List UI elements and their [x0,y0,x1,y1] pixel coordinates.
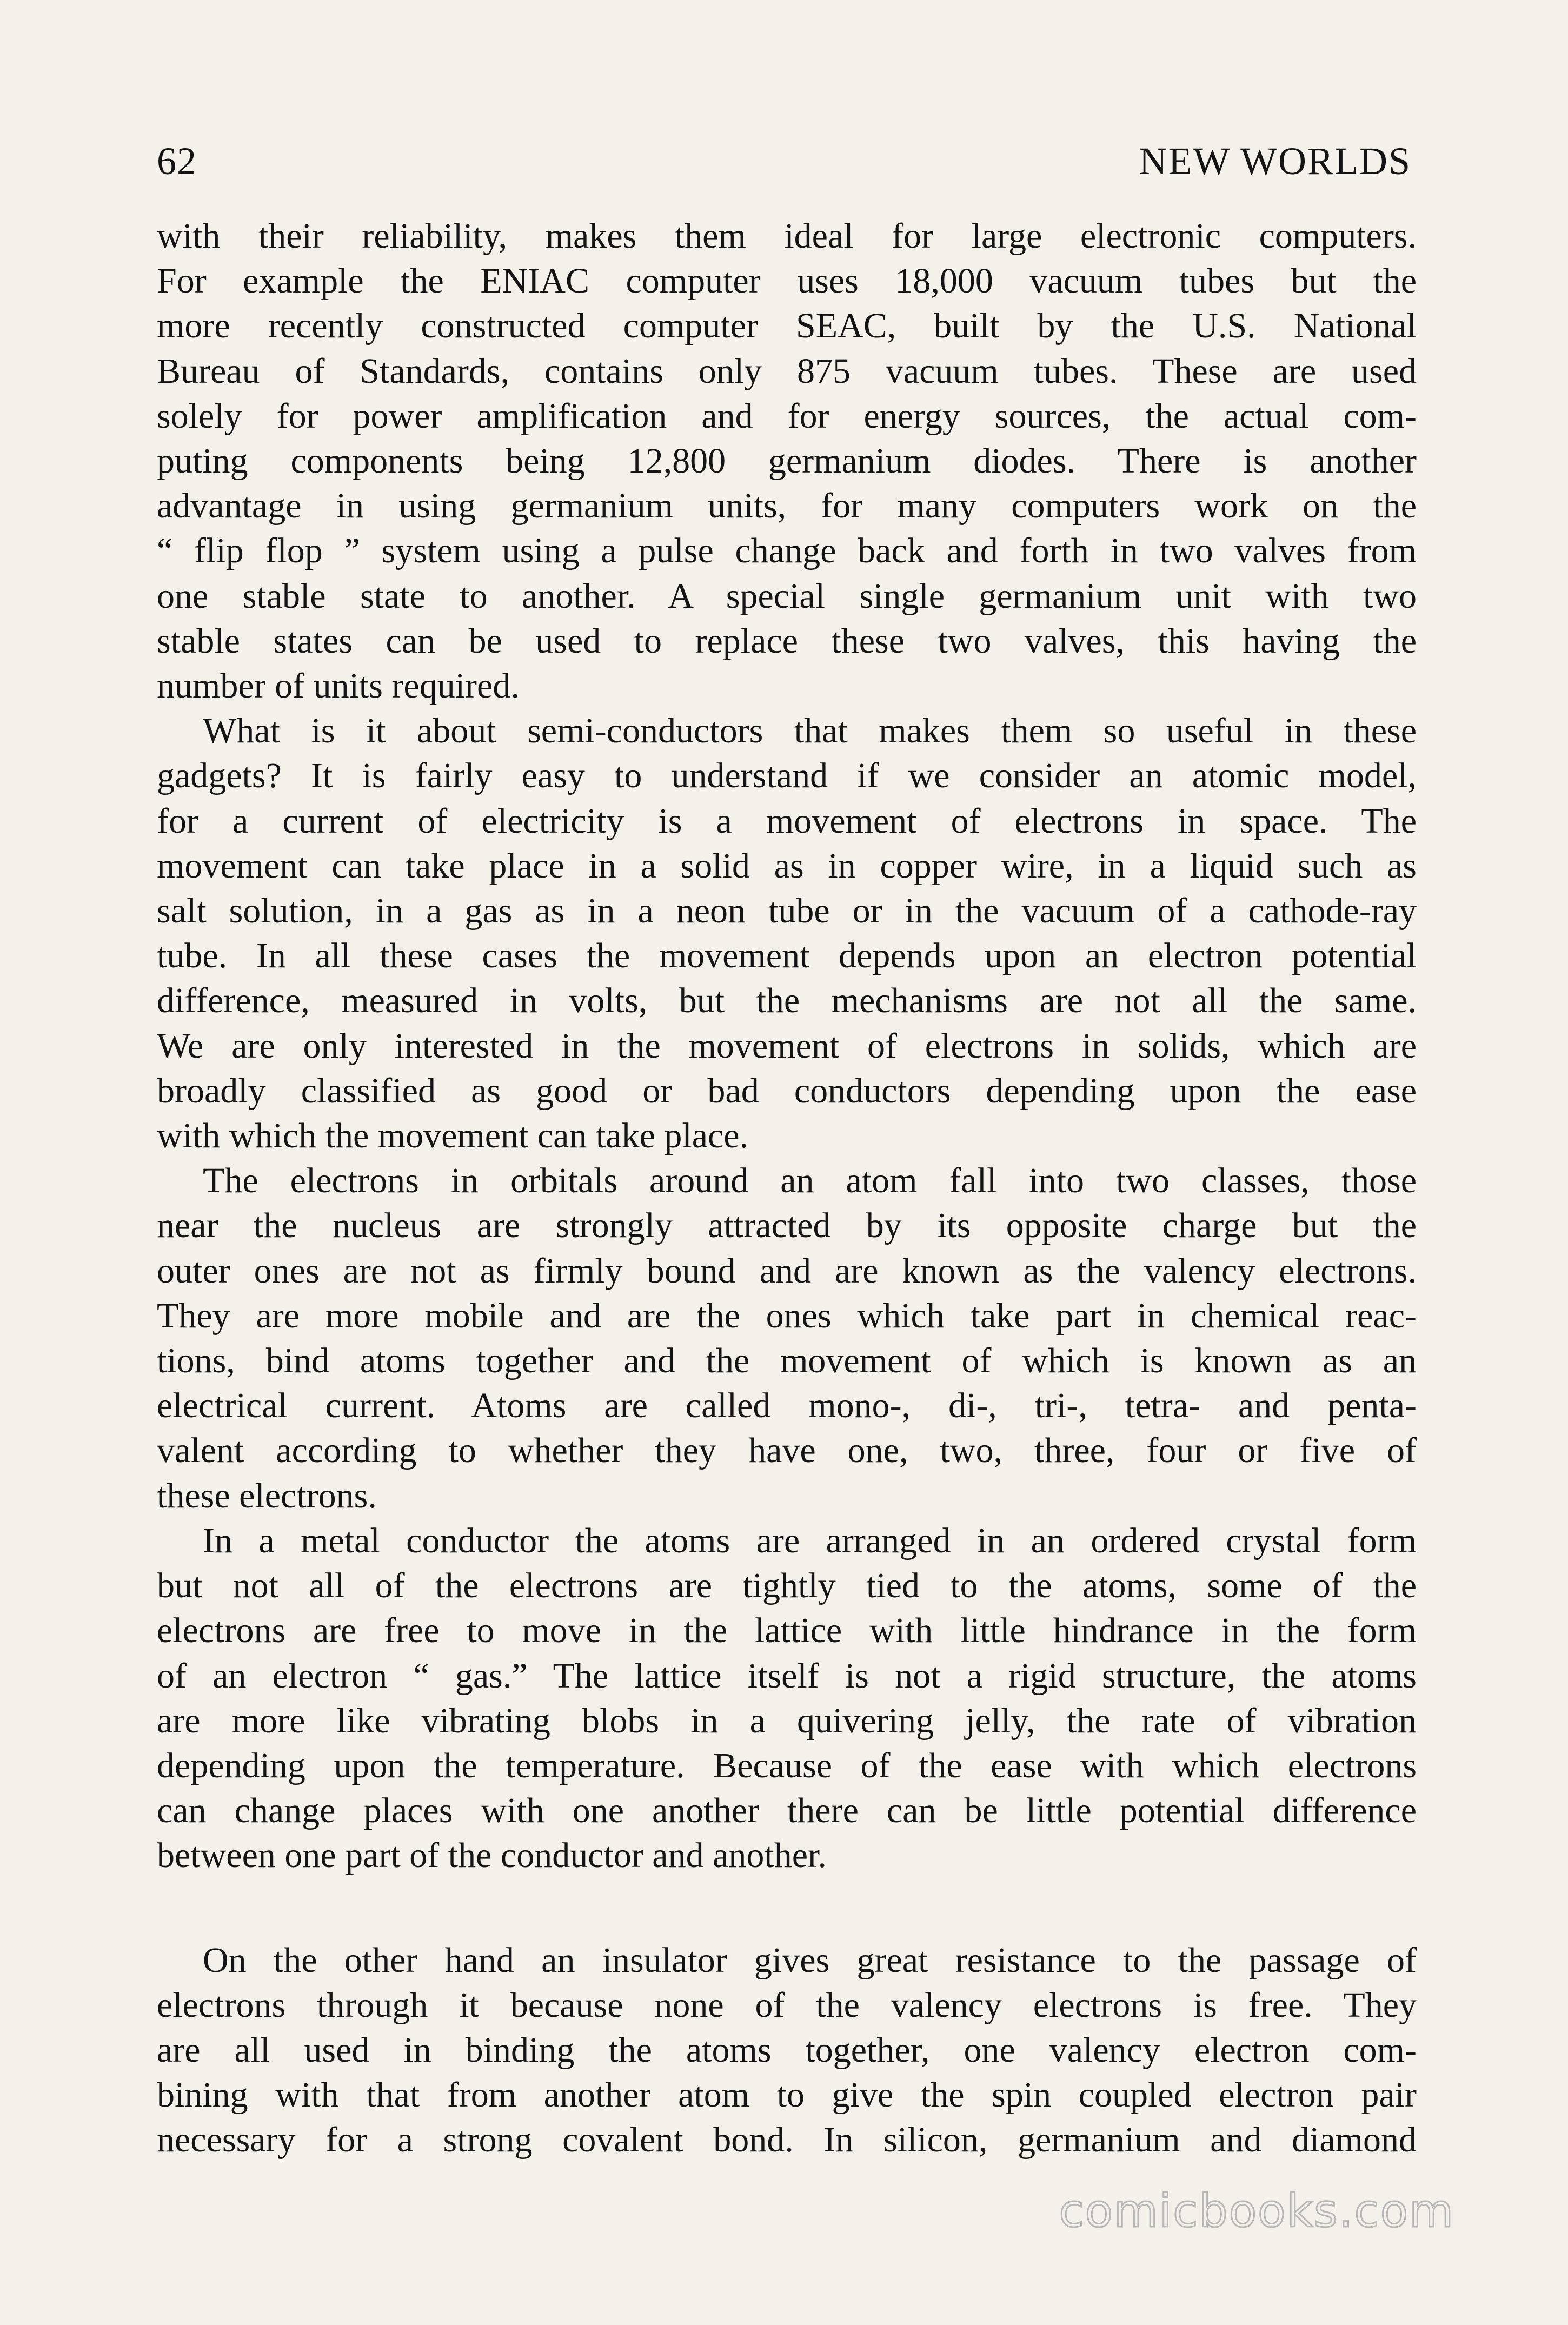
text-line: We are only interested in the movement of electrons in solids, which are [157,1026,1417,1066]
text-line: depending upon the temperature. Because of the ease with which electrons [157,1745,1417,1785]
section-break [157,1878,1417,1938]
body-text [157,214,1417,2163]
paragraph-electrons [157,1158,1417,1518]
text-line: movement can take place in a solid as in copper wire, in a liquid such as [157,846,1417,886]
text-line: one stable state to another. A special single germanium unit with two [157,576,1417,616]
text-line: They are more mobile and are the ones which take part in chemical reac- [157,1296,1417,1336]
watermark-logo: comicbooks.com [1059,2184,1454,2237]
text-line: Bureau of Standards, contains only 875 vacuum tubes. These are used [157,351,1417,391]
text-line: puting components being 12,800 germanium diodes. There is another [157,441,1417,481]
text-line: tions, bind atoms together and the movement of which is known as an [157,1341,1417,1381]
text-line: bining with that from another atom to give the spin coupled electron pair [157,2075,1417,2115]
text-line: For example the ENIAC computer uses 18,000 vacuum tubes but the [157,261,1417,301]
text-line: stable states can be used to replace these two valves, this having the [157,621,1417,661]
text-line: difference, measured in volts, but the mechanisms are not all the same. [157,981,1417,1021]
text-line: these electrons. [157,1476,377,1516]
page-number: 62 [157,140,197,183]
text-line: electrical current. Atoms are called mono-, di-, tri-, tetra- and penta- [157,1386,1417,1426]
text-line: In a metal conductor the atoms are arranged in an ordered crystal form [203,1520,1417,1560]
text-line: electrons are free to move in the lattice with little hindrance in the form [157,1611,1417,1651]
text-line: are all used in binding the atoms together, one valency electron com- [157,2030,1417,2070]
text-line: On the other hand an insulator gives great resistance to the passage of [203,1940,1417,1980]
text-line: tube. In all these cases the movement depends upon an electron potential [157,936,1417,976]
text-line: “ flip flop ” system using a pulse change back and forth in two valves from [157,531,1417,571]
paragraph-semiconductors [157,708,1417,1158]
text-line: with their reliability, makes them ideal for large electronic computers. [157,216,1417,256]
text-line: of an electron “ gas.” The lattice itself is not a rigid structure, the atoms [157,1656,1417,1696]
text-line: for a current of electricity is a movement of electrons in space. The [157,801,1417,841]
text-line: can change places with one another there can be little potential difference [157,1791,1417,1831]
text-line: gadgets? It is fairly easy to understand if we consider an atomic model, [157,756,1417,796]
text-line: necessary for a strong covalent bond. In silicon, germanium and diamond [157,2120,1417,2160]
text-line: more recently constructed computer SEAC, built by the U.S. National [157,306,1417,346]
paragraph-insulator [157,1938,1417,2163]
text-line: outer ones are not as firmly bound and are known as the valency electrons. [157,1251,1417,1291]
paragraph-computers [157,214,1417,708]
text-line: The electrons in orbitals around an atom fall into two classes, those [203,1161,1417,1201]
text-line: are more like vibrating blobs in a quivering jelly, the rate of vibration [157,1700,1417,1741]
text-line: salt solution, in a gas as in a neon tube or in the vacuum of a cathode-ray [157,891,1417,931]
running-head: NEW WORLDS [1139,140,1411,183]
text-line: number of units required. [157,666,520,706]
text-line: electrons through it because none of the valency electrons is free. They [157,1985,1417,2025]
text-line: advantage in using germanium units, for many computers work on the [157,486,1417,526]
text-line: valent according to whether they have one, two, three, four or five of [157,1431,1417,1471]
text-line: solely for power amplification and for energy sources, the actual com- [157,396,1417,436]
text-line: between one part of the conductor and another. [157,1836,827,1876]
text-line: but not all of the electrons are tightly tied to the atoms, some of the [157,1566,1417,1606]
text-line: near the nucleus are strongly attracted by its opposite charge but the [157,1206,1417,1246]
text-line: with which the movement can take place. [157,1116,749,1156]
text-line: What is it about semi-conductors that makes them so useful in these [203,711,1417,751]
paragraph-metal-conductor [157,1518,1417,1878]
text-line: broadly classified as good or bad conductors depending upon the ease [157,1071,1417,1111]
